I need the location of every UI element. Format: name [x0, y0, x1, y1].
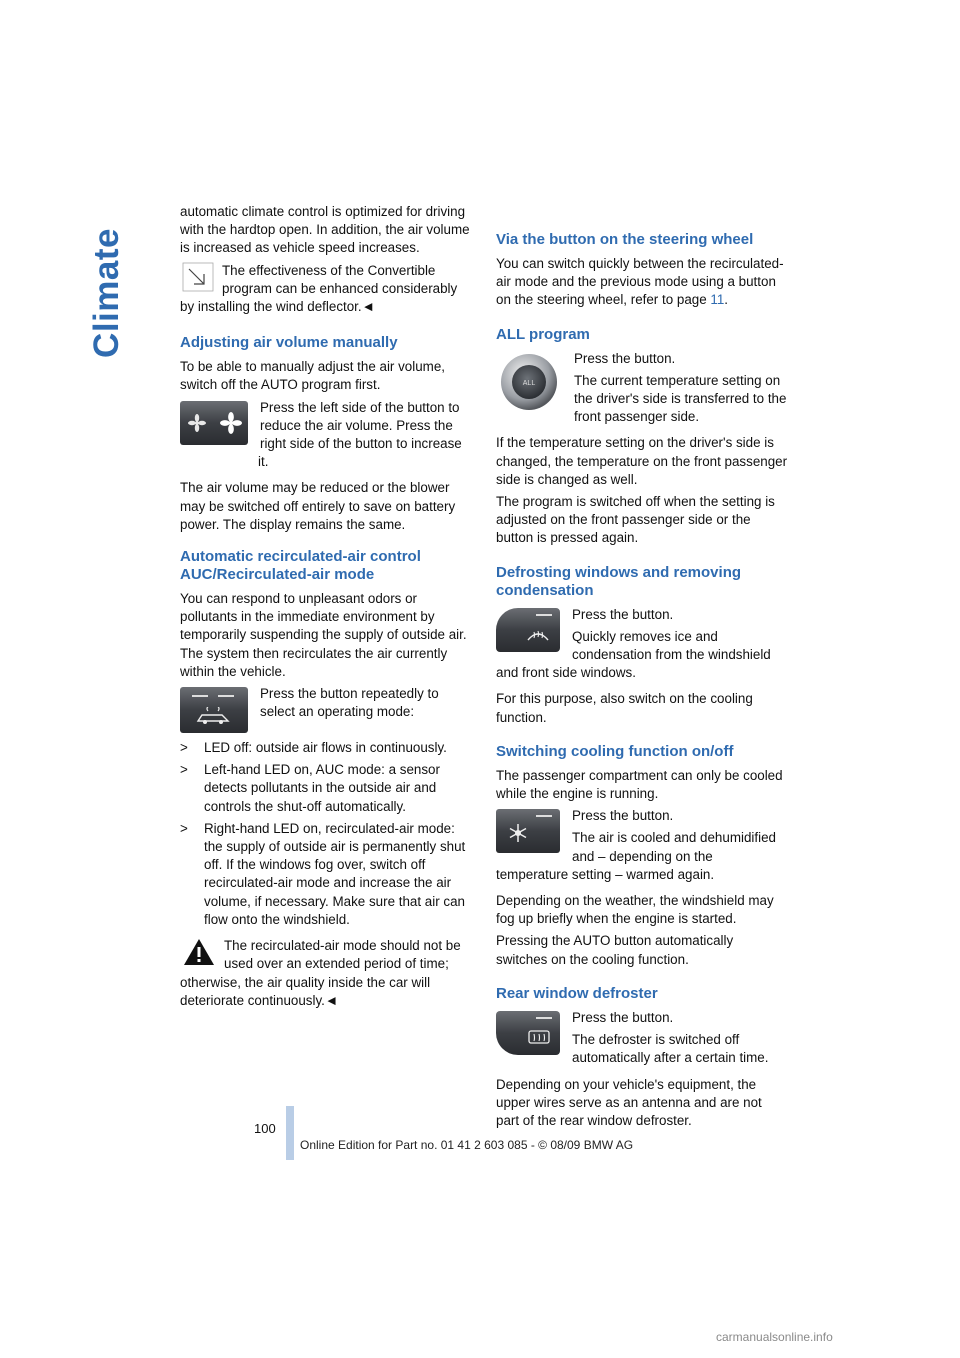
defrost-press: Press the button. [572, 606, 674, 622]
all-paragraph-3: The program is switched off when the setting is adjusted on the front passenger side or the button is pressed again. [496, 494, 775, 546]
rear-paragraph-2: Depending on your vehicle's equipment, the upper wires serve as an antenna and are not part of the rear window defroster. [496, 1076, 762, 1128]
air-volume-paragraph-1: To be able to manually adjust the air volume, switch off the AUTO program first. [180, 359, 445, 393]
watermark: carmanualsonline.info [716, 1330, 833, 1344]
note-end-mark: ◄ [361, 299, 375, 315]
list-item [180, 761, 472, 816]
fan-button-image [180, 401, 248, 445]
note-arrow-icon [182, 262, 214, 292]
all-button-image [496, 352, 562, 412]
heading-defrost: Defrosting windows and removing condensation [496, 563, 742, 599]
auc-button-block [180, 685, 472, 735]
bullet-text: LED off: outside air flows in continuously. [204, 740, 447, 756]
air-volume-paragraph-3: The air volume may be reduced or the blower may be switched off entirely to save on battery power. The display remains the same. [180, 480, 456, 532]
intro-paragraph: automatic climate control is optimized for driving with the hardtop open. In addition, the air volume is increased as vehicle speed increases. [180, 204, 470, 256]
left-column [180, 203, 472, 1018]
all-button-block [496, 350, 788, 431]
air-volume-button-block [180, 399, 472, 476]
convertible-note [180, 262, 472, 321]
warning-triangle-icon [182, 937, 216, 967]
fan-small-icon [187, 413, 207, 433]
list-item [180, 739, 472, 757]
rear-window-defrost-icon [528, 1029, 550, 1045]
auc-paragraph-1: You can respond to unpleasant odors or pollutants in the immediate environment by temporarily suspending the supply of outside air. The system then recirculates the air currently within the vehicle. [180, 591, 467, 679]
air-volume-paragraph-2: Press the left side of the button to reduce the air volume. Press the right side of the button to increase it. [258, 399, 462, 470]
note-text: The effectiveness of the Convertible program can be enhanced considerably by installing the wind deflector. [180, 262, 458, 315]
warning-text: The recirculated-air mode should not be used over an extended period of time; otherwise, the air quality inside the car will deteriorate continuously. [180, 938, 461, 1008]
cooling-paragraph-3: Depending on the weather, the windshield may fog up briefly when the engine is started. [496, 893, 774, 927]
bullet-text: Right-hand LED on, recirculated-air mode: the supply of outside air is permanently shut off. If the windows fog over, switch off recirculated-air mode and increase the air volume, if necessary. Make sure that air can flow onto the windshield. [204, 820, 466, 927]
bullet-marker: > [180, 762, 188, 778]
chapter-side-title: Climate [87, 228, 126, 358]
cooling-button-block [496, 807, 788, 888]
rear-paragraph-1: The defroster is switched off automatically after a certain time. [572, 1032, 769, 1066]
car-recirculation-icon [194, 707, 234, 727]
windshield-defrost-icon [526, 626, 550, 644]
warning-note [180, 937, 472, 1014]
rear-defroster-button-block [496, 1009, 788, 1072]
warning-end-mark: ◄ [324, 992, 339, 1008]
all-press: Press the button. [574, 350, 676, 366]
fan-large-icon [220, 412, 242, 434]
footer-accent-bar [286, 1106, 294, 1160]
all-knob-label: ALL [522, 379, 536, 387]
cooling-paragraph-2: The air is cooled and dehumidified and – depending on the temperature setting – warmed again. [496, 830, 776, 882]
heading-air-volume: Adjusting air volume manually [180, 334, 398, 352]
defrost-paragraph-1: Quickly removes ice and condensation from the windshield and front side windows. [496, 628, 771, 681]
page-number: 100 [254, 1121, 276, 1136]
auc-paragraph-2: Press the button repeatedly to select an operating mode: [260, 686, 439, 720]
steering-paragraph: You can switch quickly between the recirculated-air mode and the previous mode using a button on the steering wheel, refer to page 11. [496, 256, 784, 308]
defrost-button-block [496, 606, 788, 687]
recirculation-button-image [180, 687, 248, 733]
heading-rear-defroster: Rear window defroster [496, 984, 658, 1002]
defrost-paragraph-2: For this purpose, also switch on the cooling function. [496, 691, 753, 725]
heading-auc: Automatic recirculated-air control AUC/Recirculated-air mode [180, 548, 421, 584]
cooling-button-image [496, 809, 560, 853]
list-item [180, 820, 472, 929]
heading-all-program: ALL program [496, 325, 590, 343]
rear-press: Press the button. [572, 1009, 674, 1025]
cooling-paragraph-1: The passenger compartment can only be cooled while the engine is running. [496, 767, 783, 802]
all-paragraph-1: The current temperature setting on the driver's side is transferred to the front passenger side. [574, 372, 787, 425]
bullet-marker: > [180, 740, 188, 756]
all-paragraph-2: If the temperature setting on the driver's side is changed, the temperature on the front passenger side is changed as well. [496, 435, 788, 487]
heading-steering-wheel: Via the button on the steering wheel [496, 231, 754, 248]
bullet-marker: > [180, 820, 188, 836]
right-column [496, 231, 788, 1134]
cooling-paragraph-4: Pressing the AUTO button automatically switches on the cooling function. [496, 933, 734, 967]
snowflake-icon [508, 823, 528, 843]
cooling-press: Press the button. [572, 808, 674, 824]
bullet-text: Left-hand LED on, AUC mode: a sensor detects pollutants in the outside air and controls the shut-off automatically. [204, 762, 440, 814]
defrost-button-image [496, 608, 560, 652]
all-knob-icon [499, 352, 559, 412]
page-reference-link[interactable]: 11 [710, 292, 725, 308]
rear-defroster-button-image [496, 1011, 560, 1055]
edition-footer: Online Edition for Part no. 01 41 2 603 085 - © 08/09 BMW AG [300, 1138, 634, 1152]
heading-cooling: Switching cooling function on/off [496, 742, 734, 760]
